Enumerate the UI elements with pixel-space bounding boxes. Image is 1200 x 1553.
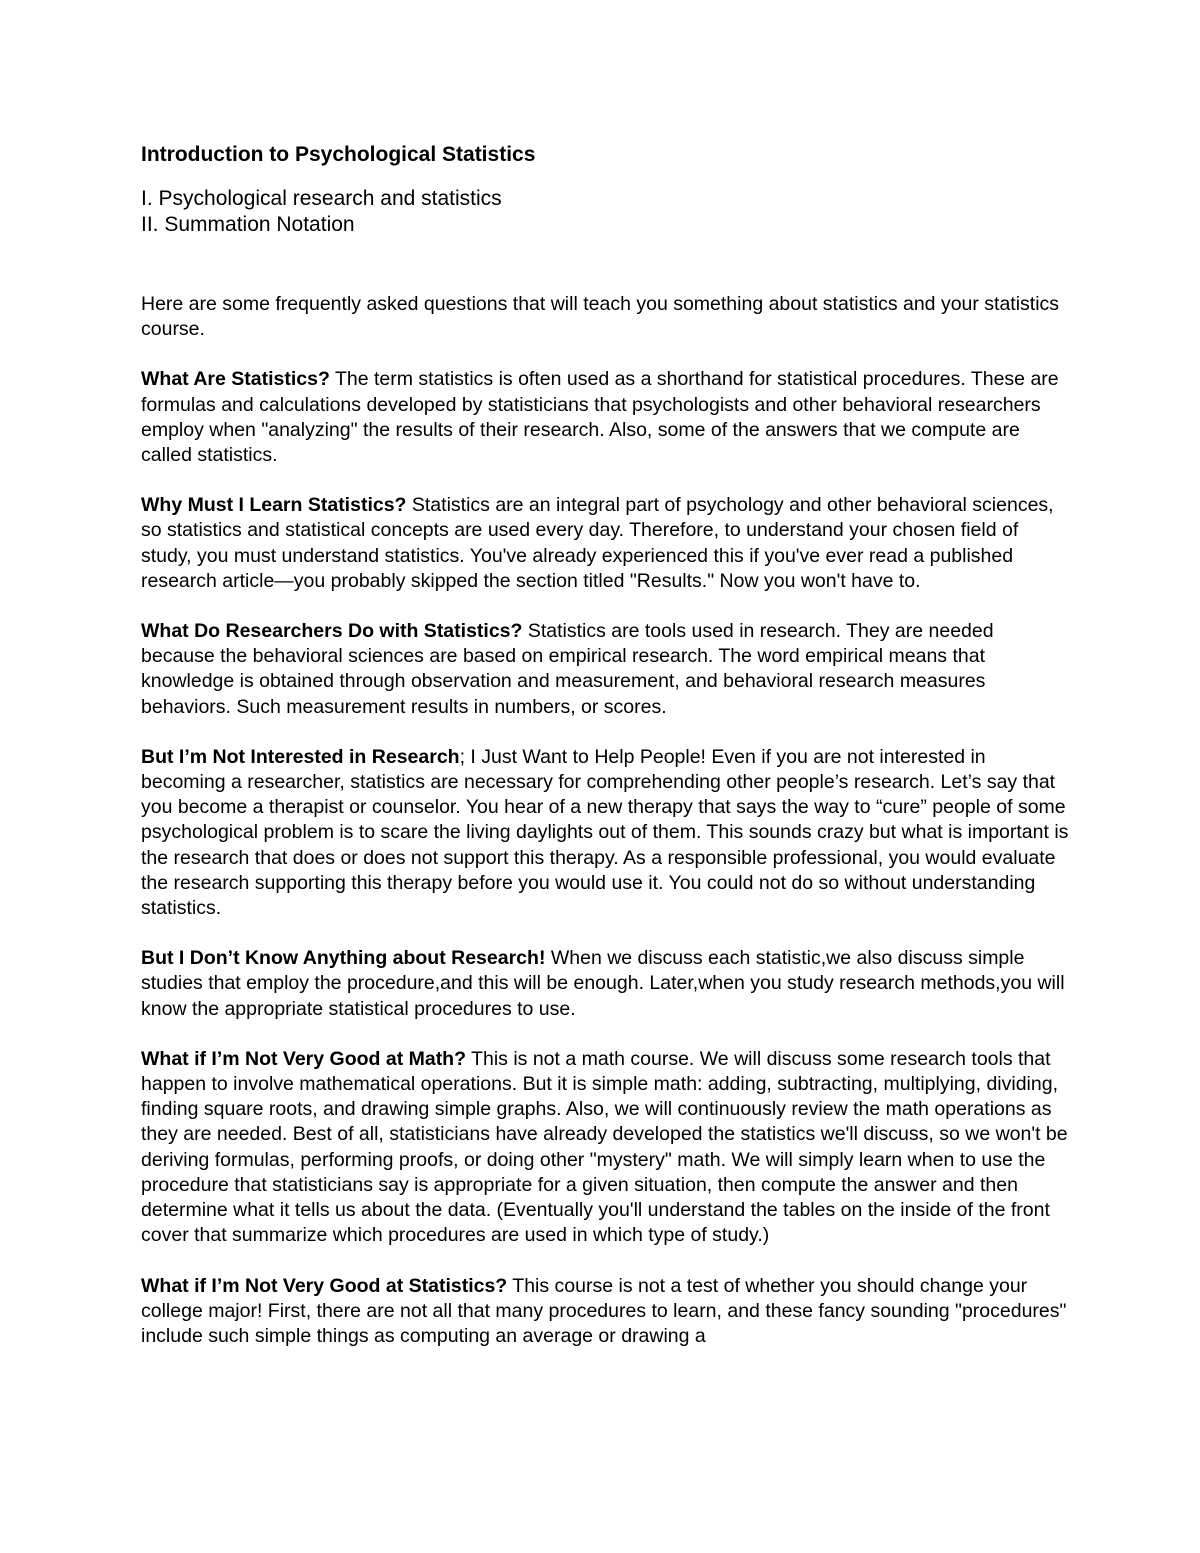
document-title: Introduction to Psychological Statistics [141,143,536,166]
faq-question: But I Don’t Know Anything about Research! [141,947,546,970]
faq-question: What Do Researchers Do with Statistics? [141,620,523,643]
outline-item: I. Psychological research and statistics [141,187,502,210]
faq-paragraph [141,493,1071,594]
faq-answer: Statistics are an integral part of psychology and other behavioral sciences, so statistics and statistical concepts are used every day. Therefore, to understand your chosen field of study, you must understand statistics. You've already experienced this if you've ever read a published research article—you probably skipped the section titled "Results." Now you won't have to. [141,494,1054,592]
faq-answer: ; I Just Want to Help People! Even if you are not interested in becoming a researcher, statistics are necessary for comprehending other people’s research. Let’s say that you become a therapist or counselor. You hear of a new therapy that says the way to “cure” people of some psychological problem is to scare the living daylights out of them. This sounds crazy but what is important is the research that does or does not support this therapy. As a responsible professional, you would evaluate the research supporting this therapy before you would use it. You could not do so without understanding statistics. [141,745,1069,920]
faq-paragraph [141,367,1071,468]
outline-list [141,186,1071,238]
faq-question: What if I’m Not Very Good at Math? [141,1047,467,1070]
faq-answer: When we discuss each statistic,we also discuss simple studies that employ the procedure,and this will be enough. Later,when you study research methods,you will know the appropriate statistical procedures to use. [141,947,1065,1020]
intro-paragraph: Here are some frequently asked questions that will teach you something about statistics and your statistics course. [141,293,1060,341]
faq-question: But I’m Not Interested in Research [141,745,460,768]
document-page [141,140,1071,1349]
faq-question: What Are Statistics? [141,368,330,391]
outline-item: II. Summation Notation [141,213,355,236]
faq-paragraph [141,946,1071,1022]
faq-answer: The term statistics is often used as a shorthand for statistical procedures. These are formulas and calculations developed by statisticians that psychologists and other behavioral researchers employ when "analyzing" the results of their research. Also, some of the answers that we compute are called statistics. [141,368,1059,467]
faq-answer: This is not a math course. We will discuss some research tools that happen to involve mathematical operations. But it is simple math: adding, subtracting, multiplying, dividing, finding square roots, and drawing simple graphs. Also, we will continuously review the math operations as they are needed. Best of all, statisticians have already developed the statistics we'll discuss, so we won't be deriving formulas, performing proofs, or doing other "mystery" math. We will simply learn when to use the procedure that statisticians say is appropriate for a given situation, then compute the answer and then determine what it tells us about the data. (Eventually you'll understand the tables on the inside of the front cover that summarize which procedures are used in which type of study.) [141,1047,1068,1247]
faq-answer: This course is not a test of whether you should change your college major! First, there are not all that many procedures to learn, and these fancy sounding "procedures" include such simple things as computing an average or drawing a [141,1274,1067,1347]
faq-question: Why Must I Learn Statistics? [141,494,407,517]
faq-paragraph [141,619,1071,720]
faq-answer: Statistics are tools used in research. They are needed because the behavioral sciences are based on empirical research. The word empirical means that knowledge is obtained through observation and measurement, and behavioral research measures behaviors. Such measurement results in numbers, or scores. [141,620,994,718]
faq-question: What if I’m Not Very Good at Statistics? [141,1274,508,1297]
faq-paragraph [141,745,1071,921]
faq-paragraph [141,1047,1071,1249]
faq-paragraph [141,1274,1071,1350]
